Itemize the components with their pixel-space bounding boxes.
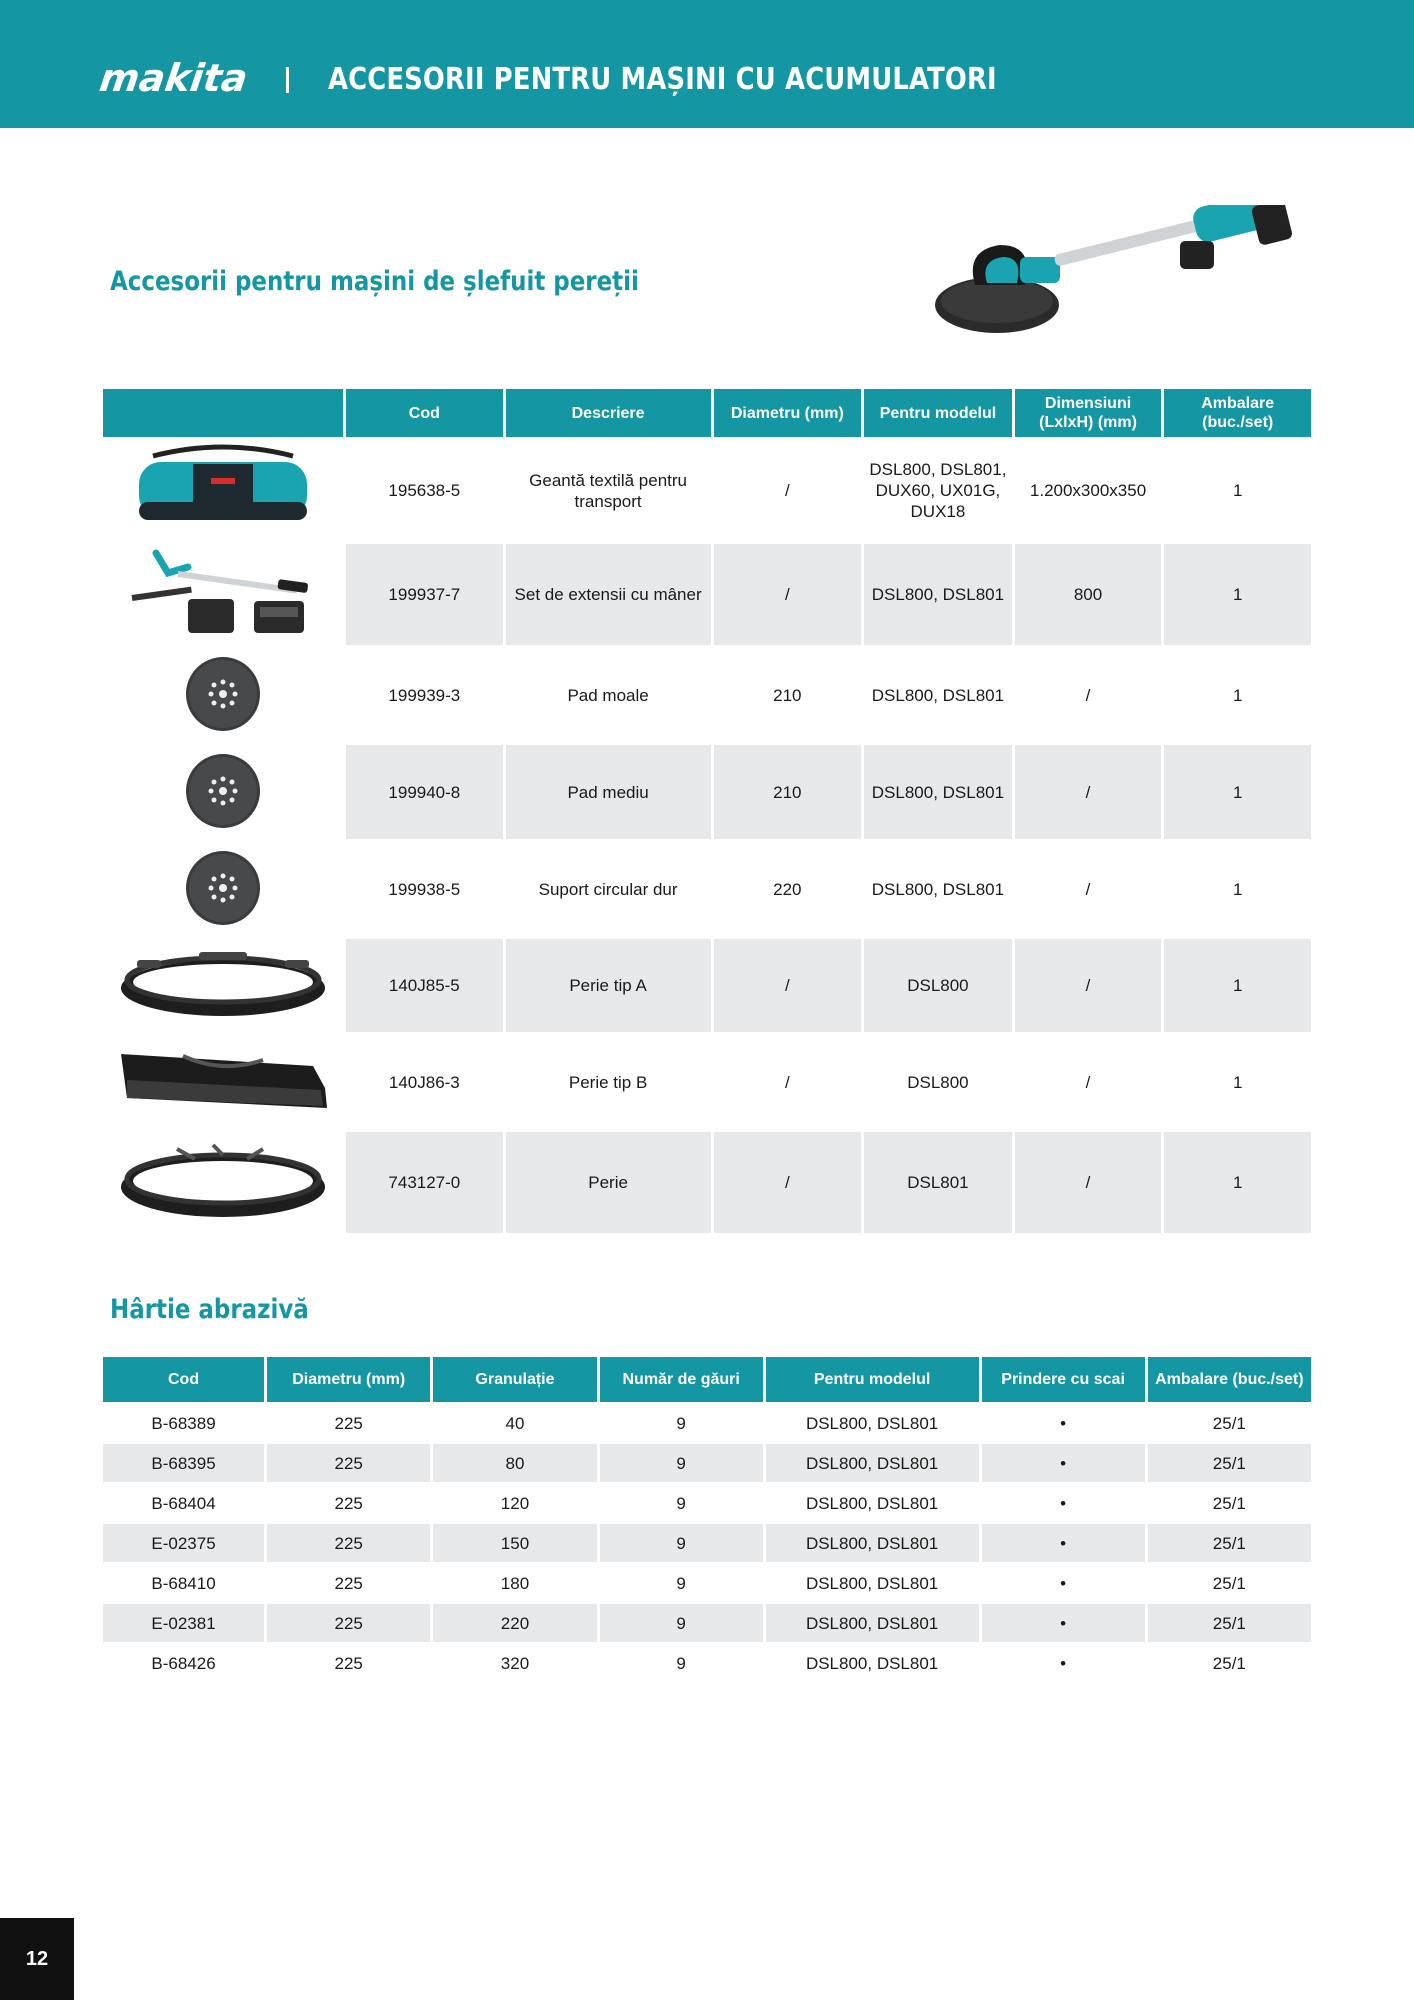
table-row [103, 839, 1311, 936]
column-header: Pentru modelul [864, 389, 1012, 437]
cell-model: DSL800, DSL801, DUX60, UX01G, DUX18 [864, 437, 1012, 541]
cell-cod: 199938-5 [346, 839, 503, 936]
cell-diametru: 225 [267, 1402, 430, 1442]
cell-dimensiuni: / [1015, 645, 1162, 742]
cell-ambalare: 1 [1164, 936, 1311, 1032]
cell-scai: • [982, 1562, 1145, 1602]
cell-gauri: 9 [600, 1442, 763, 1482]
cell-gauri: 9 [600, 1522, 763, 1562]
wall-sander-product-image [925, 205, 1305, 365]
cell-dimensiuni: / [1015, 1032, 1162, 1129]
product-image [103, 437, 343, 541]
cell-gauri: 9 [600, 1562, 763, 1602]
cell-gauri: 9 [600, 1602, 763, 1642]
brush-ring-icon [117, 1139, 329, 1223]
cell-ambalare: 25/1 [1148, 1602, 1311, 1642]
cell-diametru: 225 [267, 1442, 430, 1482]
cell-ambalare: 1 [1164, 541, 1311, 645]
cell-descriere: Geantă textilă pentru transport [506, 437, 711, 541]
accessories-table [100, 389, 1314, 1233]
table-row [103, 1602, 1311, 1642]
cell-descriere: Pad mediu [506, 742, 711, 839]
cell-diametru: 225 [267, 1602, 430, 1642]
makita-logo: makita [96, 56, 251, 100]
brush-strip-icon [113, 1044, 333, 1118]
cell-ambalare: 25/1 [1148, 1442, 1311, 1482]
cell-diametru: 210 [714, 645, 862, 742]
cell-scai: • [982, 1402, 1145, 1442]
header-divider [286, 67, 289, 93]
cell-scai: • [982, 1482, 1145, 1522]
cell-ambalare: 1 [1164, 1032, 1311, 1129]
cell-diametru: / [714, 437, 862, 541]
cell-ambalare: 25/1 [1148, 1562, 1311, 1602]
cell-model: DSL800, DSL801 [766, 1602, 979, 1642]
table-row [103, 742, 1311, 839]
cell-ambalare: 1 [1164, 742, 1311, 839]
product-image [103, 1032, 343, 1129]
tool-bag-icon [133, 444, 313, 534]
table-row [103, 437, 1311, 541]
cell-granulatie: 150 [433, 1522, 596, 1562]
cell-gauri: 9 [600, 1402, 763, 1442]
table-row [103, 1402, 1311, 1442]
cell-cod: 199937-7 [346, 541, 503, 645]
table-row [103, 645, 1311, 742]
cell-diametru: / [714, 1032, 862, 1129]
column-header: Cod [103, 1357, 264, 1402]
cell-cod: B-68395 [103, 1442, 264, 1482]
cell-model: DSL801 [864, 1129, 1012, 1233]
cell-model: DSL800, DSL801 [766, 1642, 979, 1682]
cell-granulatie: 120 [433, 1482, 596, 1522]
cell-model: DSL800, DSL801 [766, 1482, 979, 1522]
cell-descriere: Perie tip B [506, 1032, 711, 1129]
product-image [103, 1129, 343, 1233]
cell-cod: B-68426 [103, 1642, 264, 1682]
column-header: Diametru (mm) [267, 1357, 430, 1402]
cell-ambalare: 1 [1164, 437, 1311, 541]
cell-diametru: / [714, 936, 862, 1032]
table-row [103, 1129, 1311, 1233]
cell-descriere: Perie [506, 1129, 711, 1233]
cell-model: DSL800 [864, 1032, 1012, 1129]
column-header: Cod [346, 389, 503, 437]
cell-cod: B-68389 [103, 1402, 264, 1442]
cell-model: DSL800, DSL801 [766, 1442, 979, 1482]
cell-dimensiuni: 800 [1015, 541, 1162, 645]
product-image [103, 541, 343, 645]
column-header: Granulație [433, 1357, 596, 1402]
column-header: Descriere [506, 389, 711, 437]
table-row [103, 936, 1311, 1032]
column-header: Număr de găuri [600, 1357, 763, 1402]
cell-ambalare: 1 [1164, 839, 1311, 936]
cell-dimensiuni: / [1015, 1129, 1162, 1233]
table-row [103, 1642, 1311, 1682]
cell-descriere: Suport circular dur [506, 839, 711, 936]
cell-cod: 199940-8 [346, 742, 503, 839]
accessories-section-title: Accesorii pentru mașini de șlefuit pereții [110, 266, 639, 297]
cell-diametru: 225 [267, 1522, 430, 1562]
cell-scai: • [982, 1602, 1145, 1642]
cell-diametru: / [714, 1129, 862, 1233]
cell-model: DSL800, DSL801 [864, 645, 1012, 742]
header-bar [0, 0, 1414, 128]
cell-diametru: 220 [714, 839, 862, 936]
cell-model: DSL800, DSL801 [864, 541, 1012, 645]
cell-ambalare: 1 [1164, 1129, 1311, 1233]
sanding-pad-icon [183, 848, 263, 928]
cell-cod: B-68410 [103, 1562, 264, 1602]
cell-model: DSL800, DSL801 [766, 1402, 979, 1442]
cell-ambalare: 25/1 [1148, 1642, 1311, 1682]
cell-model: DSL800, DSL801 [864, 839, 1012, 936]
cell-model: DSL800, DSL801 [766, 1522, 979, 1562]
extension-set-icon [128, 545, 318, 641]
cell-diametru: 225 [267, 1642, 430, 1682]
table-row [103, 1032, 1311, 1129]
column-header: Dimensiuni (LxlxH) (mm) [1015, 389, 1162, 437]
table-row [103, 1522, 1311, 1562]
column-header: Pentru modelul [766, 1357, 979, 1402]
sanding-pad-icon [183, 751, 263, 831]
product-image [103, 742, 343, 839]
cell-granulatie: 320 [433, 1642, 596, 1682]
image-column-header [103, 389, 343, 437]
cell-diametru: 210 [714, 742, 862, 839]
cell-descriere: Pad moale [506, 645, 711, 742]
cell-ambalare: 25/1 [1148, 1482, 1311, 1522]
cell-scai: • [982, 1442, 1145, 1482]
cell-cod: 195638-5 [346, 437, 503, 541]
cell-cod: B-68404 [103, 1482, 264, 1522]
cell-model: DSL800, DSL801 [766, 1562, 979, 1602]
cell-granulatie: 80 [433, 1442, 596, 1482]
table-row [103, 1482, 1311, 1522]
product-image [103, 936, 343, 1032]
cell-diametru: / [714, 541, 862, 645]
wall-sander-icon [925, 205, 1305, 365]
abrasive-paper-table [100, 1357, 1314, 1682]
cell-scai: • [982, 1642, 1145, 1682]
cell-cod: 140J86-3 [346, 1032, 503, 1129]
cell-cod: E-02375 [103, 1522, 264, 1562]
cell-ambalare: 25/1 [1148, 1522, 1311, 1562]
cell-dimensiuni: / [1015, 839, 1162, 936]
cell-diametru: 225 [267, 1482, 430, 1522]
cell-model: DSL800 [864, 936, 1012, 1032]
cell-cod: 743127-0 [346, 1129, 503, 1233]
column-header: Prindere cu scai [982, 1357, 1145, 1402]
cell-scai: • [982, 1522, 1145, 1562]
product-image [103, 645, 343, 742]
cell-descriere: Perie tip A [506, 936, 711, 1032]
cell-granulatie: 40 [433, 1402, 596, 1442]
abrasive-section-title: Hârtie abrazivă [110, 1294, 309, 1325]
table-row [103, 1562, 1311, 1602]
brush-ring-icon [117, 944, 329, 1024]
column-header: Ambalare (buc./set) [1148, 1357, 1311, 1402]
column-header: Ambalare (buc./set) [1164, 389, 1311, 437]
table-row [103, 541, 1311, 645]
cell-granulatie: 180 [433, 1562, 596, 1602]
cell-gauri: 9 [600, 1642, 763, 1682]
page-title: ACCESORII PENTRU MAȘINI CU ACUMULATORI [328, 62, 997, 97]
cell-gauri: 9 [600, 1482, 763, 1522]
cell-ambalare: 25/1 [1148, 1402, 1311, 1442]
cell-granulatie: 220 [433, 1602, 596, 1642]
page-number: 12 [0, 1918, 74, 2000]
cell-dimensiuni: 1.200x300x350 [1015, 437, 1162, 541]
cell-cod: E-02381 [103, 1602, 264, 1642]
cell-cod: 199939-3 [346, 645, 503, 742]
sanding-pad-icon [183, 654, 263, 734]
cell-dimensiuni: / [1015, 742, 1162, 839]
cell-model: DSL800, DSL801 [864, 742, 1012, 839]
cell-descriere: Set de extensii cu mâner [506, 541, 711, 645]
cell-cod: 140J85-5 [346, 936, 503, 1032]
cell-ambalare: 1 [1164, 645, 1311, 742]
product-image [103, 839, 343, 936]
column-header: Diametru (mm) [714, 389, 862, 437]
table-row [103, 1442, 1311, 1482]
cell-dimensiuni: / [1015, 936, 1162, 1032]
cell-diametru: 225 [267, 1562, 430, 1602]
